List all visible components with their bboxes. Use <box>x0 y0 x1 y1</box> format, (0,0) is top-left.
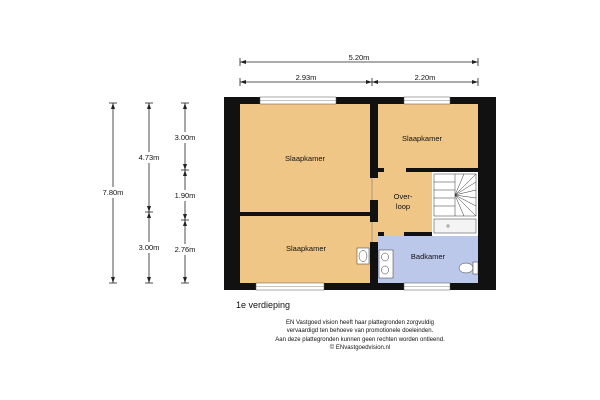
shower <box>434 219 476 233</box>
dim-upper-height: 4.73m <box>138 153 160 162</box>
room-label-landing-line1: Over- <box>393 192 413 201</box>
dim-lower-height: 3.00m <box>138 243 160 252</box>
toilet <box>459 262 478 274</box>
horizontal-dimensions <box>240 58 478 86</box>
disclaimer-line: EN Vastgoed vision heeft haar plattegronden zorgvuldig <box>286 320 434 326</box>
disclaimer-line: vervaardigd ten behoeve van promotionele doeleinden. <box>286 328 434 335</box>
room-label-landing-line2: loop <box>395 202 411 211</box>
room-label-bedroom-2: Slaapkamer <box>285 244 327 253</box>
sink-bathroom <box>379 250 393 278</box>
dim-total-height: 7.80m <box>102 188 124 197</box>
disclaimer-line: © ENvastgoedvision.nl <box>329 345 391 352</box>
sink-bedroom <box>357 248 369 264</box>
dim-total-width: 5.20m <box>348 53 370 62</box>
dim-right-width: 2.20m <box>414 73 436 82</box>
dim-segment-top: 3.00m <box>174 133 196 142</box>
room-label-bedroom-3: Slaapkamer <box>401 134 443 143</box>
dim-left-width: 2.93m <box>295 73 317 82</box>
dim-segment-middle: 1.90m <box>174 191 196 200</box>
disclaimer-line: Aan deze plattegronden kunnen geen rechten worden ontleend. <box>275 336 445 343</box>
room-label-bathroom: Badkamer <box>410 252 446 261</box>
room-label-bedroom-1: Slaapkamer <box>284 154 326 163</box>
floor-label: 1e verdieping <box>236 300 291 310</box>
disclaimer <box>200 319 520 353</box>
dim-segment-bottom: 2.76m <box>174 245 196 254</box>
